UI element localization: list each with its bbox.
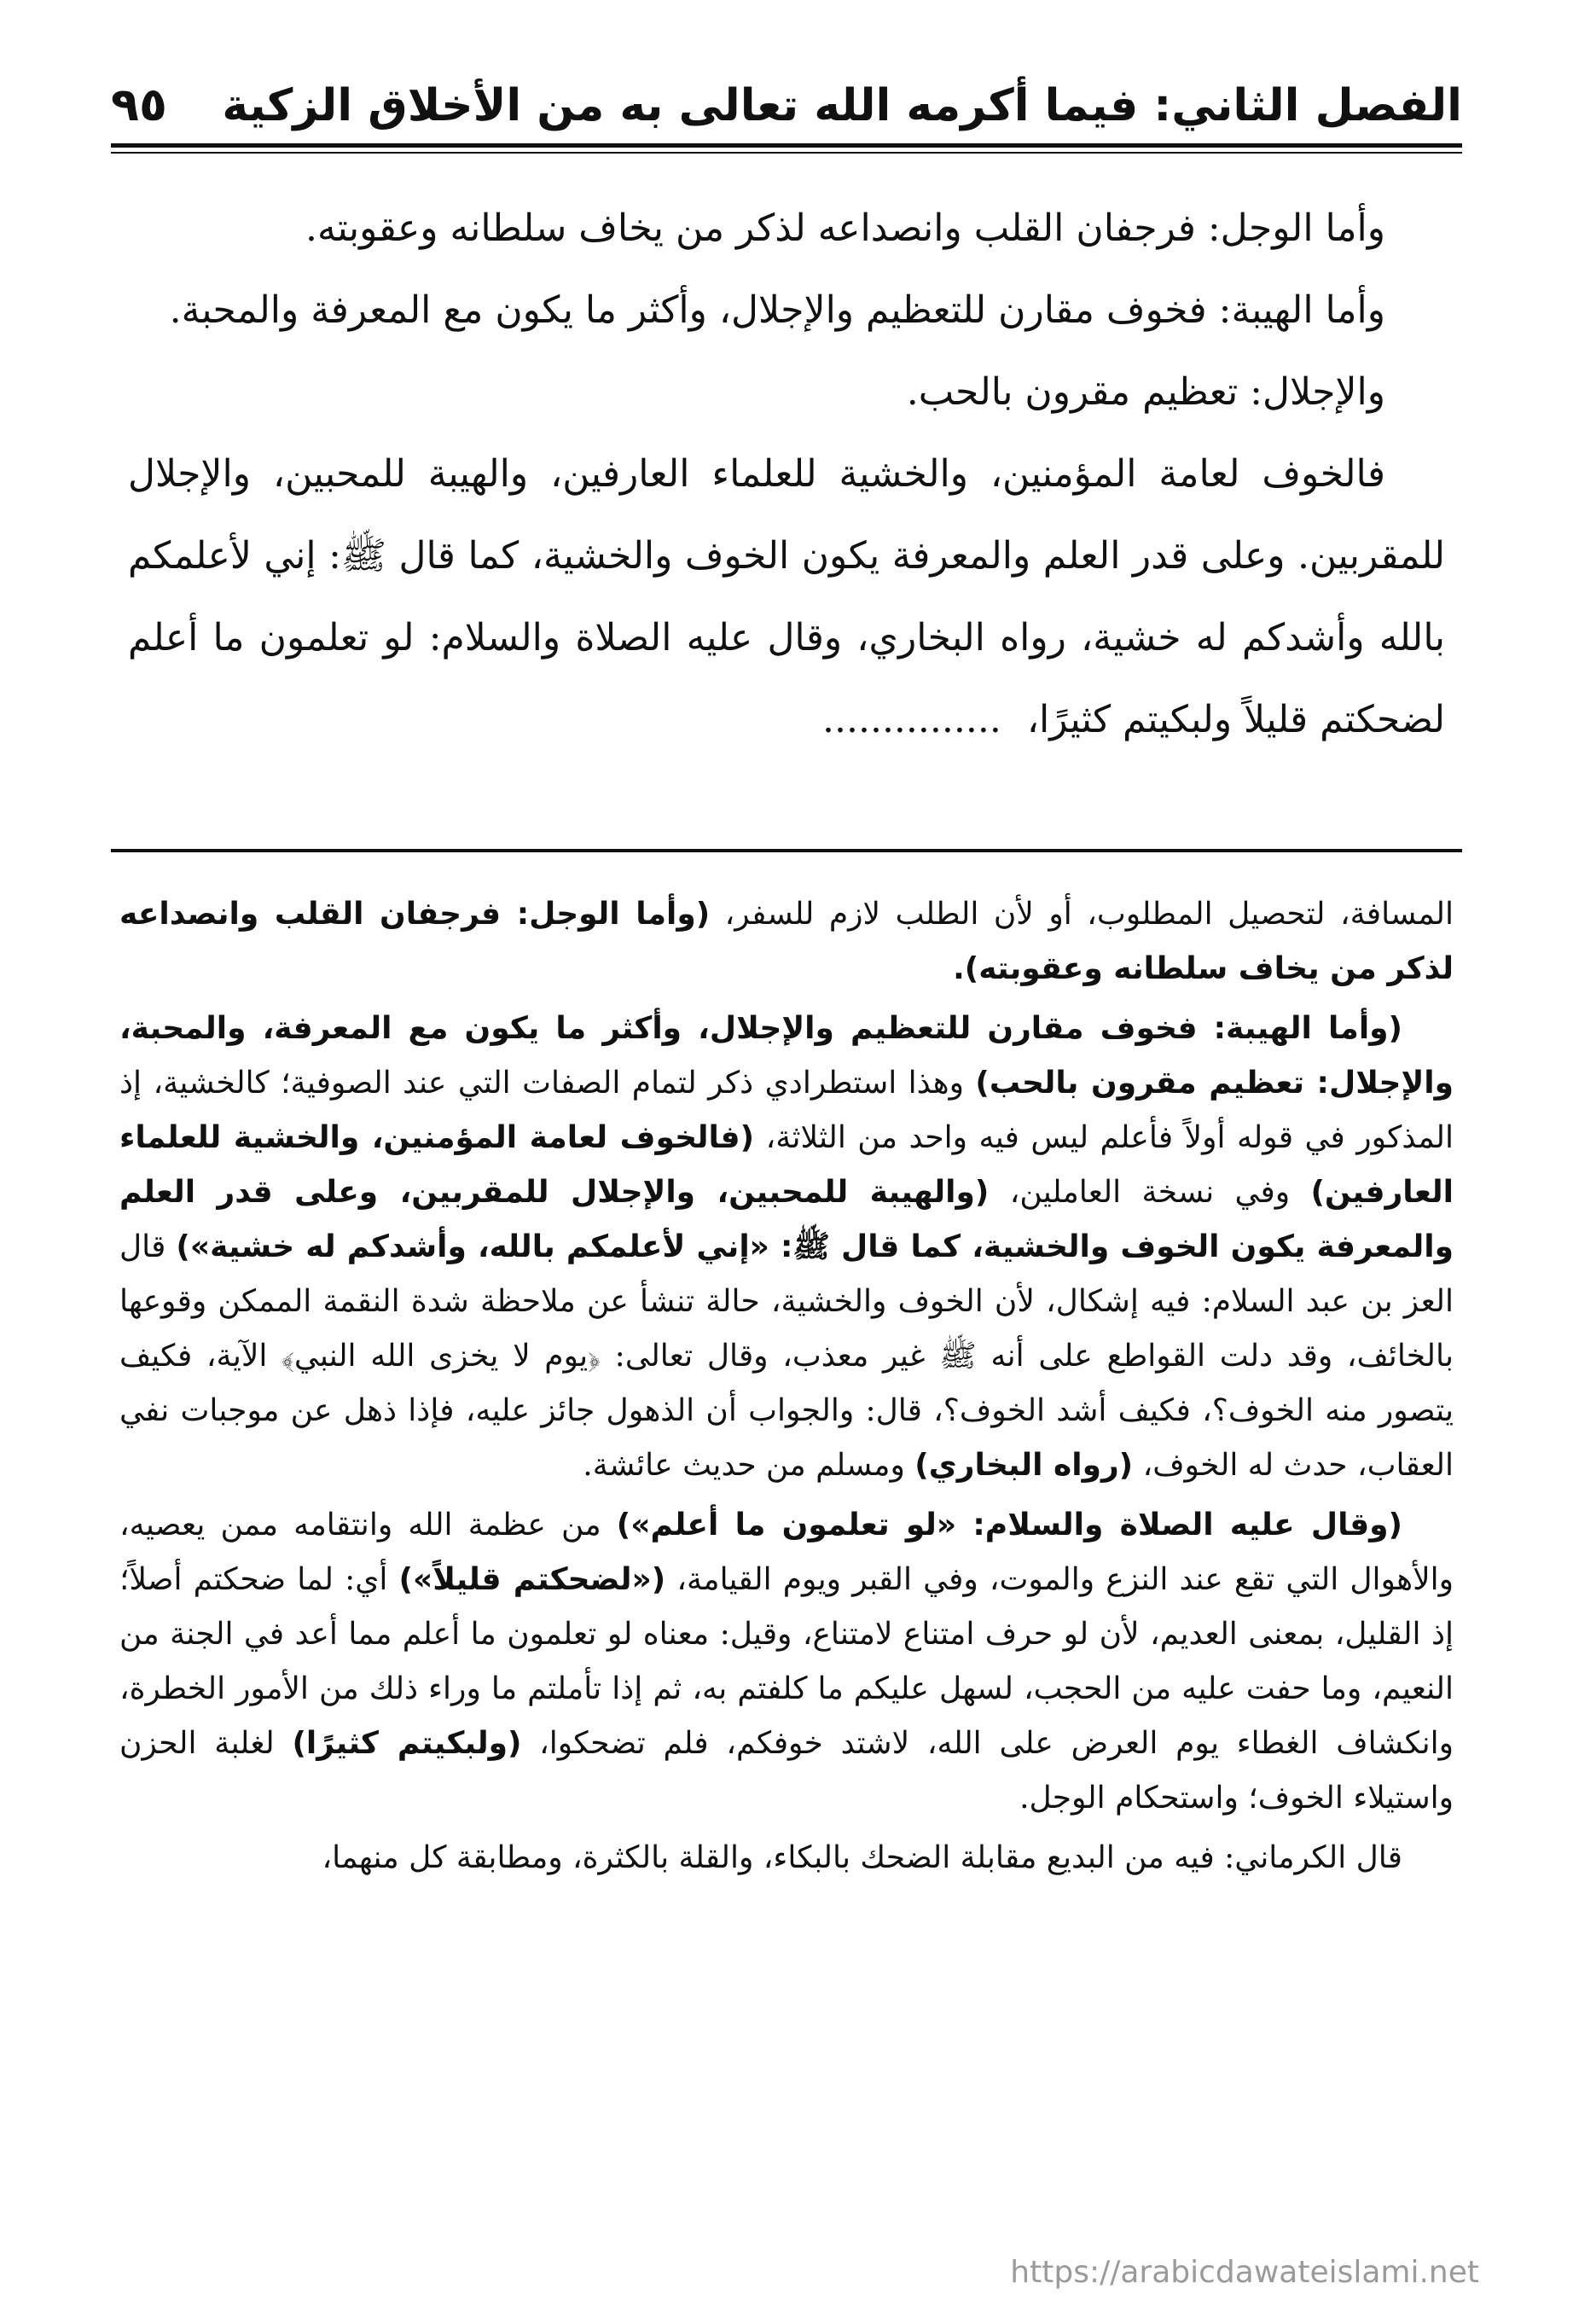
matn-paragraph	[128, 352, 1445, 433]
source-watermark: https://arabicdawateislami.net	[1010, 2255, 1479, 2290]
sharh-text: المسافة، لتحصيل المطلوب، أو لأن الطلب لازم للسفر،	[710, 897, 1454, 932]
sharh-quote: («لضحكتم قليلاً»)	[398, 1562, 666, 1597]
sharh-paragraph	[119, 1498, 1454, 1826]
sharh-text: قال الكرماني: فيه من البديع مقابلة الضحك بالبكاء، والقلة بالكثرة، ومطابقة كل منهما،	[322, 1840, 1402, 1875]
sharh-paragraph	[119, 1002, 1454, 1493]
sharh-text: أي: لما ضحكتم أصلاً؛ إذ القليل، بمعنى العديم، لأن لو حرف امتناع لامتناع، وقيل: معناه لو تعلمون ما أعلم مما أعد في الجنة من النعيم، وما حفت عليه من الحجب، لسهل عليكم ما كلفتم به، ثم إذا تأملتم ما وراء ذلك من الأمور الخطرة، وانكشاف الغطاء يوم العرض على الله، لاشتد خوفكم، فلم تضحكوا،	[119, 1562, 1454, 1761]
text-separator	[111, 849, 1462, 852]
matn-paragraph	[128, 270, 1445, 352]
sharh-text: وفي نسخة العاملين،	[989, 1175, 1311, 1210]
matn-text: والإجلال: تعظيم مقرون بالحب.	[906, 370, 1385, 414]
header-rule	[111, 143, 1462, 148]
sharh-text: لغلبة الحزن واستيلاء الخوف؛ واستحكام الوجل.	[119, 1726, 1454, 1816]
sharh-quote: (وقال عليه الصلاة والسلام: «لو تعلمون ما أعلم»)	[616, 1508, 1402, 1543]
ellipsis-dots: ...............	[822, 698, 1001, 741]
sharh-quote: (وأما الهيبة: فخوف مقارن للتعظيم والإجلال، وأكثر ما يكون مع المعرفة، والمحبة، والإجلال: تعظيم مقرون بالحب)	[119, 1011, 1454, 1101]
sharh-paragraph	[119, 1831, 1454, 1885]
sharh-quote: (والهيبة للمحبين، والإجلال للمقربين، وعلى قدر العلم والمعرفة يكون الخوف والخشية، كما قال ﷺ: «إني لأعلمكم بالله، وأشدكم له خشية»)	[119, 1175, 1454, 1264]
matn-text: وأما الهيبة: فخوف مقارن للتعظيم والإجلال، وأكثر ما يكون مع المعرفة والمحبة.	[169, 288, 1385, 332]
main-text	[128, 188, 1445, 761]
matn-paragraph	[128, 188, 1445, 270]
sharh-paragraph	[119, 887, 1454, 996]
sharh-quote: (ولبكيتم كثيرًا)	[292, 1726, 522, 1761]
page-number: ٩٥	[111, 78, 167, 131]
commentary-text	[119, 887, 1454, 1891]
matn-text: فالخوف لعامة المؤمنين، والخشية للعلماء العارفين، والهيبة للمحبين، والإجلال للمقربين. وعلى قدر العلم والمعرفة يكون الخوف والخشية، كما قال ﷺ: إني لأعلمكم بالله وأشدكم له خشية، رواه البخاري، وقال عليه الصلاة والسلام: لو تعلمون ما أعلم لضحكتم قليلاً ولبكيتم كثيرًا،	[128, 452, 1445, 741]
sharh-text: ومسلم من حديث عائشة.	[583, 1448, 915, 1483]
matn-paragraph	[128, 433, 1445, 761]
header-rule-thin	[111, 152, 1462, 154]
running-header	[111, 60, 1462, 131]
sharh-quote: (فالخوف لعامة المؤمنين، والخشية للعلماء العارفين)	[119, 1120, 1454, 1210]
sharh-text: وهذا استطرادي ذكر لتمام الصفات التي عند الصوفية؛ كالخشية، إذ المذكور في قوله أولاً فأعلم ليس فيه واحد من الثلاثة،	[119, 1066, 1454, 1155]
sharh-quote: (رواه البخاري)	[914, 1448, 1134, 1483]
sharh-text: من عظمة الله وانتقامه ممن يعصيه، والأهوال التي تقع عند النزع والموت، وفي القبر ويوم القيامة،	[119, 1508, 1454, 1597]
chapter-title: الفصل الثاني: فيما أكرمه الله تعالى به من الأخلاق الزكية	[222, 80, 1462, 131]
matn-text: وأما الوجل: فرجفان القلب وانصداعه لذكر من يخاف سلطانه وعقوبته.	[305, 206, 1385, 250]
sharh-quote: (وأما الوجل: فرجفان القلب وانصداعه لذكر من يخاف سلطانه وعقوبته).	[119, 897, 1454, 986]
sharh-text: قال العز بن عبد السلام: فيه إشكال، لأن الخوف والخشية، حالة تنشأ عن ملاحظة شدة النقمة الممكن وقوعها بالخائف، وقد دلت القواطع على أنه ﷺ غير معذب، وقال تعالى: ﴿يوم لا يخزى الله النبي﴾ الآية، فكيف يتصور منه الخوف؟، فكيف أشد الخوف؟، قال: والجواب أن الذهول جائز عليه، فإذا ذهل عن موجبات نفي العقاب، حدث له الخوف،	[119, 1229, 1454, 1483]
